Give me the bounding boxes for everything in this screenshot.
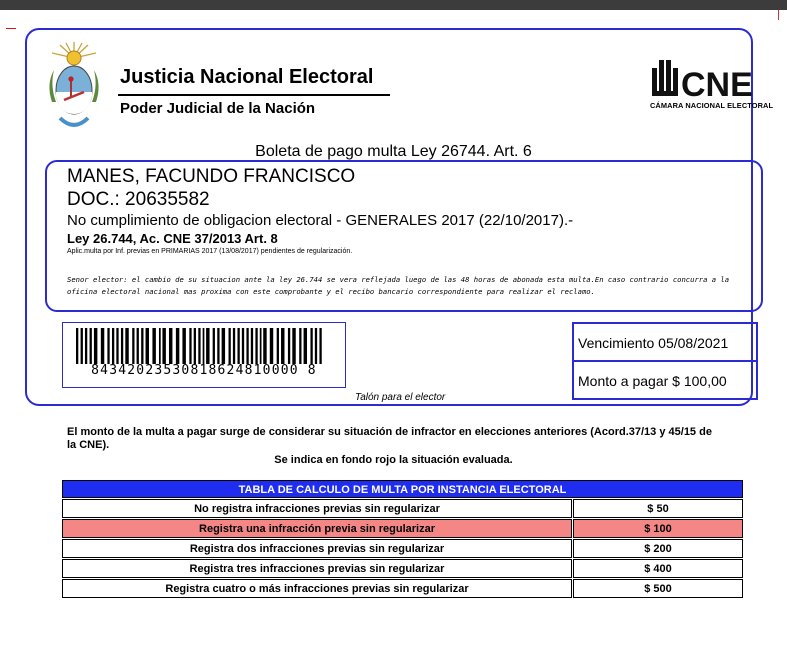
barcode-bar xyxy=(198,328,200,364)
due-date-box: Vencimiento 05/08/2021 xyxy=(572,322,758,362)
barcode-bar xyxy=(159,328,161,364)
barcode-bar xyxy=(242,328,244,364)
barcode-bar xyxy=(292,328,295,364)
barcode-bar xyxy=(299,328,301,364)
table-row xyxy=(62,578,743,598)
barcode-bar xyxy=(206,328,209,364)
barcode-bar xyxy=(116,328,118,364)
barcode-bar xyxy=(194,328,196,364)
row-amount: $ 200 xyxy=(573,539,743,558)
barcode-bar xyxy=(85,328,87,364)
viewer-top-bar xyxy=(0,0,787,10)
table-header: TABLA DE CALCULO DE MULTA POR INSTANCIA ELECTORAL xyxy=(62,480,743,498)
elector-document: DOC.: 20635582 xyxy=(67,189,210,210)
row-amount: $ 500 xyxy=(573,579,743,598)
barcode-bar xyxy=(270,328,273,364)
coat-of-arms-icon xyxy=(42,40,106,132)
barcode-bar xyxy=(213,328,215,364)
amount-box: Monto a pagar $ 100,00 xyxy=(572,360,758,400)
barcode-bar xyxy=(182,328,185,364)
barcode-bar xyxy=(263,328,266,364)
org-subtitle: Poder Judicial de la Nación xyxy=(120,100,316,117)
elector-notice: Senor elector: el cambio de su situacion ante la ley 26.744 se vera reflejada luego de las 48 horas de abonada esta multa.En caso contrario concurra a la oficina electoral nacional mas proxima con este comprobante y el recibo bancario correspondiente para realizar el reclamo. xyxy=(67,275,730,296)
barcode-bar xyxy=(101,328,104,364)
barcode-bar xyxy=(229,328,231,364)
barcode-bar xyxy=(112,328,114,364)
talon-label: Talón para el elector xyxy=(355,392,446,403)
barcode-number: 84342023530818624810000 8 xyxy=(91,363,317,378)
barcode-bar xyxy=(203,328,205,364)
elector-name: MANES, FACUNDO FRANCISCO xyxy=(67,166,356,187)
barcode-bar xyxy=(315,328,317,364)
barcode-bar xyxy=(141,328,143,364)
barcode-bar xyxy=(260,328,262,364)
row-amount: $ 400 xyxy=(573,559,743,578)
barcode-bar xyxy=(222,328,225,364)
barcode-bar xyxy=(176,328,179,364)
cne-logo-text: CNE xyxy=(681,66,753,104)
row-label: No registra infracciones previas sin regularizar xyxy=(62,499,572,518)
row-amount: $ 100 xyxy=(573,519,743,538)
row-label: Registra dos infracciones previas sin regularizar xyxy=(62,539,572,558)
barcode-bar xyxy=(281,328,284,364)
fine-calculation-table xyxy=(62,480,743,598)
row-label: Registra tres infracciones previas sin regularizar xyxy=(62,559,572,578)
row-label: Registra cuatro o más infracciones previas sin regularizar xyxy=(62,579,572,598)
fine-application-note: Aplic.multa por Inf. previas en PRIMARIAS 2017 (13/08/2017) pendientes de regularización. xyxy=(67,248,353,255)
barcode-bar xyxy=(107,328,109,364)
boleta-title: Boleta de pago multa Ley 26744. Art. 6 xyxy=(255,143,532,160)
barcode-bar xyxy=(310,328,312,364)
barcode-bar xyxy=(255,328,257,364)
barcode-bar xyxy=(90,328,92,364)
barcode-bar xyxy=(233,328,235,364)
row-label: Registra una infracción previa sin regularizar xyxy=(62,519,572,538)
barcode-bar xyxy=(277,328,279,364)
barcode-bar xyxy=(146,328,149,364)
barcode-bar xyxy=(288,328,290,364)
table-row xyxy=(62,498,743,518)
barcode xyxy=(76,328,330,364)
barcode-bar xyxy=(137,328,139,364)
table-row xyxy=(62,538,743,558)
table-row xyxy=(62,558,743,578)
barcode-bar xyxy=(251,328,253,364)
barcode-bar xyxy=(121,328,123,364)
fine-highlight-note: Se indica en fondo rojo la situación evaluada. xyxy=(274,454,513,466)
barcode-bar xyxy=(189,328,191,364)
table-row xyxy=(62,518,743,538)
row-amount: $ 50 xyxy=(573,499,743,518)
barcode-bar xyxy=(125,328,128,364)
barcode-bar xyxy=(217,328,219,364)
page-crop-mark-right xyxy=(778,10,779,20)
barcode-bar xyxy=(319,328,321,364)
cne-logo-subtitle: CÁMARA NACIONAL ELECTORAL xyxy=(650,101,774,110)
barcode-bar xyxy=(81,328,83,364)
barcode-bar xyxy=(132,328,134,364)
barcode-bar xyxy=(76,328,78,364)
page-crop-mark xyxy=(6,28,16,29)
barcode-bar xyxy=(162,328,165,364)
barcode-bar xyxy=(237,328,239,364)
fine-explanation: El monto de la multa a pagar surge de considerar su situación de infractor en elecciones anteriores (Acord.37/13 y 45/15 de la CNE). xyxy=(67,426,712,451)
barcode-bar xyxy=(169,328,172,364)
barcode-bar xyxy=(152,328,155,364)
title-divider xyxy=(118,94,390,96)
barcode-bar xyxy=(246,328,248,364)
org-title: Justicia Nacional Electoral xyxy=(120,66,374,88)
law-reference: Ley 26.744, Ac. CNE 37/2013 Art. 8 xyxy=(67,231,278,246)
infraction-description: No cumplimiento de obligacion electoral - GENERALES 2017 (22/10/2017).- xyxy=(67,212,574,229)
barcode-bar xyxy=(94,328,97,364)
barcode-bar xyxy=(304,328,307,364)
